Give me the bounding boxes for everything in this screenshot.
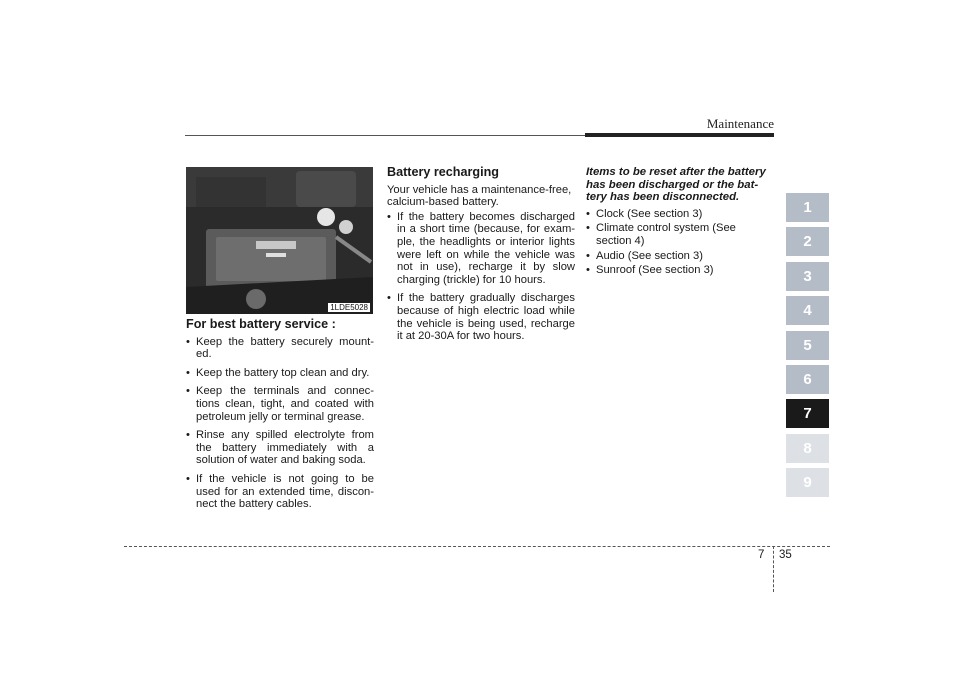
best-service-list — [186, 336, 374, 511]
chapter-tab-7[interactable]: 7 — [786, 399, 829, 428]
list-item: • If the battery gradually discharges because of high electric load while the vehicle is being used, recharge it at 20-30A for two hours. — [387, 292, 575, 342]
recharging-list — [387, 211, 575, 343]
footer-divider — [124, 546, 830, 547]
battery-engine-bay-icon — [186, 167, 373, 314]
figure-label: 1LDE5028 — [330, 303, 368, 312]
list-item: • If the battery becomes discharged in a short time (because, for exam-ple, the headlights or interior lights were left on while the vehicle was not in use), recharge it by slow charging (trickle) for 10 hours. — [387, 211, 575, 287]
reset-items-heading: Items to be reset after the battery has been discharged or the bat-tery has been disconnected. — [586, 166, 766, 204]
chapter-tab-6[interactable]: 6 — [786, 365, 829, 394]
best-service-heading: For best battery service : — [186, 317, 336, 331]
page-number: 35 — [779, 549, 792, 561]
header-rule-accent — [585, 133, 774, 137]
section-title: Maintenance — [706, 116, 774, 131]
list-item: • Rinse any spilled electrolyte from the battery immediately with a solution of water and baking soda. — [186, 429, 374, 467]
list-item: • Keep the terminals and connec-tions clean, tight, and coated with petroleum jelly or terminal grease. — [186, 385, 374, 423]
list-item: • Audio (See section 3) — [586, 250, 774, 263]
chapter-tab-8[interactable]: 8 — [786, 434, 829, 463]
list-item: • Keep the battery top clean and dry. — [186, 367, 374, 380]
page-chapter: 7 — [758, 549, 765, 561]
chapter-tab-3[interactable]: 3 — [786, 262, 829, 291]
best-service-column — [186, 318, 374, 517]
chapter-tab-1[interactable]: 1 — [786, 193, 829, 222]
list-item: • Keep the battery securely mount-ed. — [186, 336, 374, 361]
chapter-tab-5[interactable]: 5 — [786, 331, 829, 360]
list-item: • Climate control system (See section 4) — [586, 222, 774, 247]
page-number-divider — [773, 546, 774, 592]
chapter-tabs — [786, 193, 829, 503]
chapter-tab-2[interactable]: 2 — [786, 227, 829, 256]
list-item: • Sunroof (See section 3) — [586, 264, 774, 277]
reset-items-list — [586, 208, 774, 277]
reset-items-column — [586, 166, 774, 279]
header-rule — [185, 135, 585, 136]
chapter-tab-4[interactable]: 4 — [786, 296, 829, 325]
recharging-intro: Your vehicle has a maintenance-free, calcium-based battery. — [387, 183, 572, 209]
list-item: • Clock (See section 3) — [586, 208, 774, 221]
list-item: • If the vehicle is not going to be used for an extended time, discon-nect the battery cables. — [186, 473, 374, 511]
chapter-tab-9[interactable]: 9 — [786, 468, 829, 497]
recharging-heading: Battery recharging — [387, 165, 499, 179]
recharging-column — [387, 166, 575, 349]
battery-photo — [186, 167, 373, 314]
